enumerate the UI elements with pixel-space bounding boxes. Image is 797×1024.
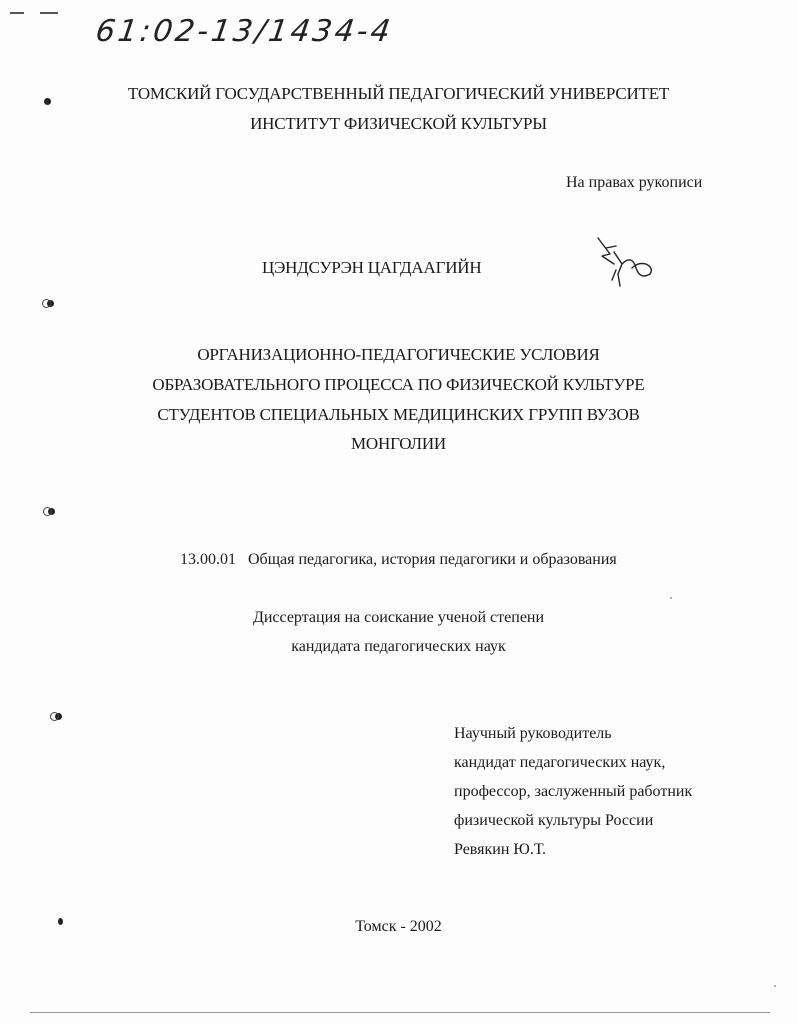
degree-line-2: кандидата педагогических наук — [291, 638, 506, 655]
place-year: Томск - 2002 — [355, 918, 442, 935]
university-name: ТОМСКИЙ ГОСУДАРСТВЕННЫЙ ПЕДАГОГИЧЕСКИЙ УНИВЕРСИТЕТ — [127, 84, 670, 103]
scan-speck — [774, 985, 776, 987]
scan-speck — [670, 597, 672, 599]
institute-name: ИНСТИТУТ ФИЗИЧЕСКОЙ КУЛЬТУРЫ — [250, 114, 547, 133]
title-line-1: ОРГАНИЗАЦИОННО-ПЕДАГОГИЧЕСКИЕ УСЛОВИЯ — [197, 345, 600, 364]
scan-mark — [10, 12, 24, 14]
handwritten-catalog-number: 61:02-13/1434-4 — [93, 14, 396, 49]
signature-icon — [592, 234, 656, 294]
specialty-code: 13.00.01 — [180, 551, 236, 568]
scan-edge-line — [30, 1012, 770, 1013]
supervisor-title: профессор, заслуженный работник — [454, 783, 693, 800]
title-line-2: ОБРАЗОВАТЕЛЬНОГО ПРОЦЕССА ПО ФИЗИЧЕСКОЙ КУЛЬТУРЕ — [152, 375, 645, 394]
punch-hole-ring — [43, 507, 52, 516]
title-line-3: СТУДЕНТОВ СПЕЦИАЛЬНЫХ МЕДИЦИНСКИХ ГРУПП ВУЗОВ — [157, 405, 640, 424]
manuscript-note: На правах рукописи — [566, 174, 703, 191]
specialty-name: Общая педагогика, история педагогики и образования — [248, 551, 617, 568]
punch-hole-ring — [42, 299, 51, 308]
supervisor-degree: кандидат педагогических наук, — [454, 754, 666, 771]
supervisor-title-cont: физической культуры России — [454, 812, 654, 829]
title-line-4: МОНГОЛИИ — [351, 434, 446, 453]
supervisor-role: Научный руководитель — [454, 725, 612, 742]
punch-hole-ring — [50, 712, 59, 721]
supervisor-name: Ревякин Ю.Т. — [454, 841, 547, 858]
degree-line-1: Диссертация на соискание ученой степени — [252, 609, 545, 626]
scan-mark — [40, 12, 58, 14]
author-name: ЦЭНДСУРЭН ЦАГДААГИЙН — [262, 258, 482, 277]
